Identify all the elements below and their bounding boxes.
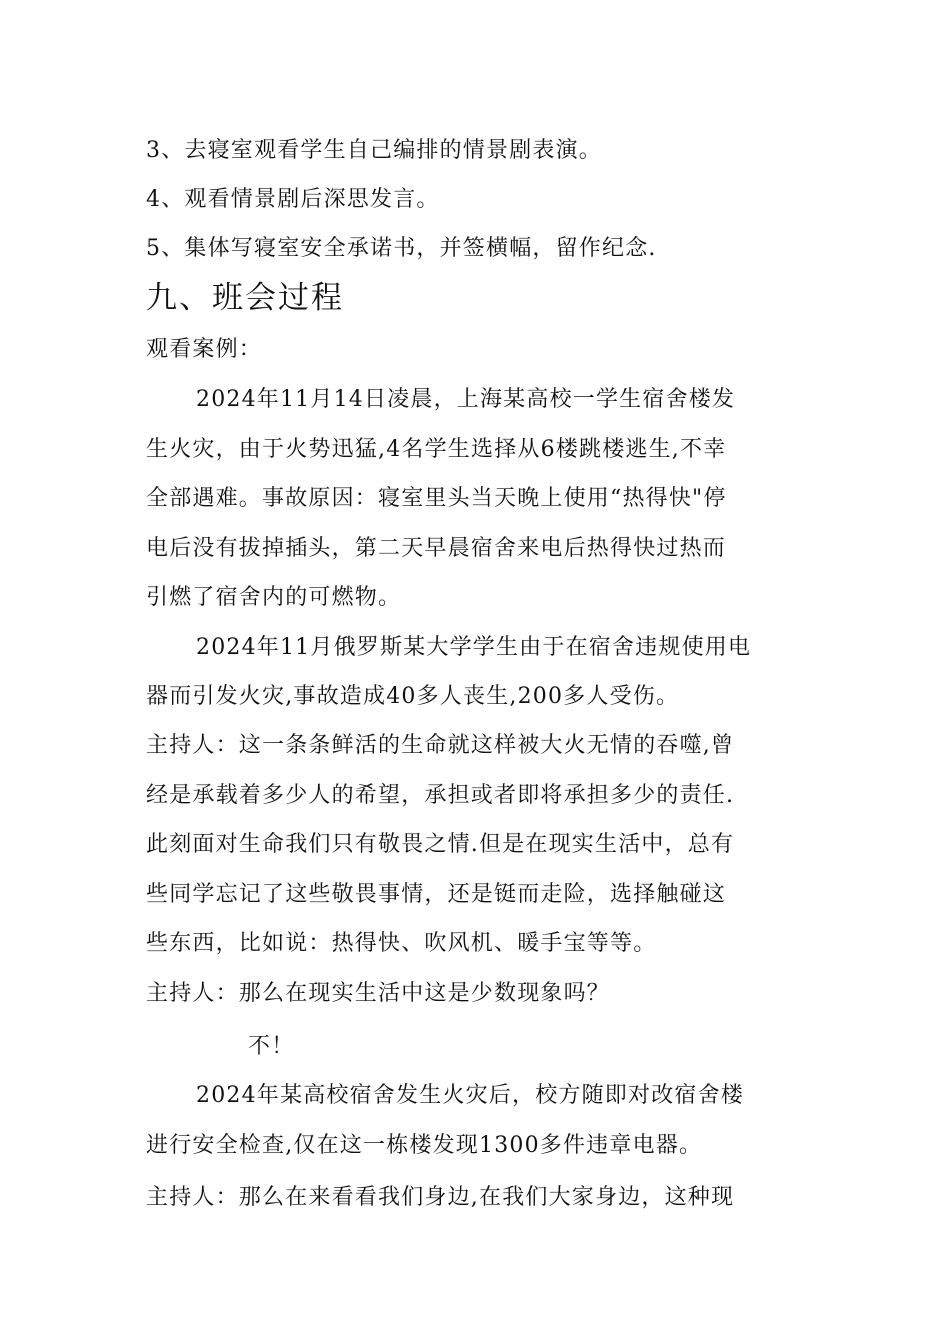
case3-line-2: 进行安全检查,仅在这一栋楼发现1300多件违章电器。 bbox=[146, 1133, 703, 1158]
section-heading: 九、班会过程 bbox=[146, 280, 344, 316]
host1-line-3: 此刻面对生命我们只有敬畏之情.但是在现实生活中，总有 bbox=[146, 832, 735, 857]
host1-line-5: 些东西，比如说：热得快、吹风机、暖手宝等等。 bbox=[146, 931, 657, 956]
host2-line: 主持人：那么在现实生活中这是少数现象吗？ bbox=[146, 981, 611, 1006]
case1-line-1: 2024年11月14日凌晨，上海某高校一学生宿舍楼发 bbox=[196, 387, 736, 412]
case1-line-3: 全部遇难。事故原因：寝室里头当天晚上使用“热得快"停 bbox=[146, 486, 727, 511]
case1-line-5: 引燃了宿舍内的可燃物。 bbox=[146, 585, 402, 610]
host1-line-1: 主持人：这一条条鲜活的生命就这样被大火无情的吞噬,曾 bbox=[146, 733, 735, 758]
host1-line-4: 些同学忘记了这些敬畏事情，还是铤而走险，选择触碰这 bbox=[146, 882, 727, 907]
case2-line-1: 2024年11月俄罗斯某大学学生由于在宿舍违规使用电 bbox=[196, 635, 752, 660]
step-4: 4、观看情景剧后深思发言。 bbox=[146, 187, 440, 212]
step-3: 3、去寝室观看学生自己编排的情景剧表演。 bbox=[146, 138, 602, 163]
step-5: 5、集体写寝室安全承诺书，并签横幅，留作纪念. bbox=[146, 236, 657, 261]
case1-line-4: 电后没有拔掉插头，第二天早晨宿舍来电后热得快过热而 bbox=[146, 536, 727, 561]
answer-line: 不！ bbox=[248, 1034, 295, 1059]
case-intro: 观看案例： bbox=[146, 337, 263, 362]
host1-line-2: 经是承载着多少人的希望，承担或者即将承担多少的责任. bbox=[146, 783, 735, 808]
case1-line-2: 生火灾，由于火势迅猛,4名学生选择从6楼跳楼逃生,不幸 bbox=[146, 437, 727, 462]
case2-line-2: 器而引发火灾,事故造成40多人丧生,200多人受伤。 bbox=[146, 684, 680, 709]
host3-line: 主持人：那么在来看看我们身边,在我们大家身边，这种现 bbox=[146, 1185, 735, 1210]
case3-line-1: 2024年某高校宿舍发生火灾后，校方随即对改宿舍楼 bbox=[196, 1083, 744, 1108]
